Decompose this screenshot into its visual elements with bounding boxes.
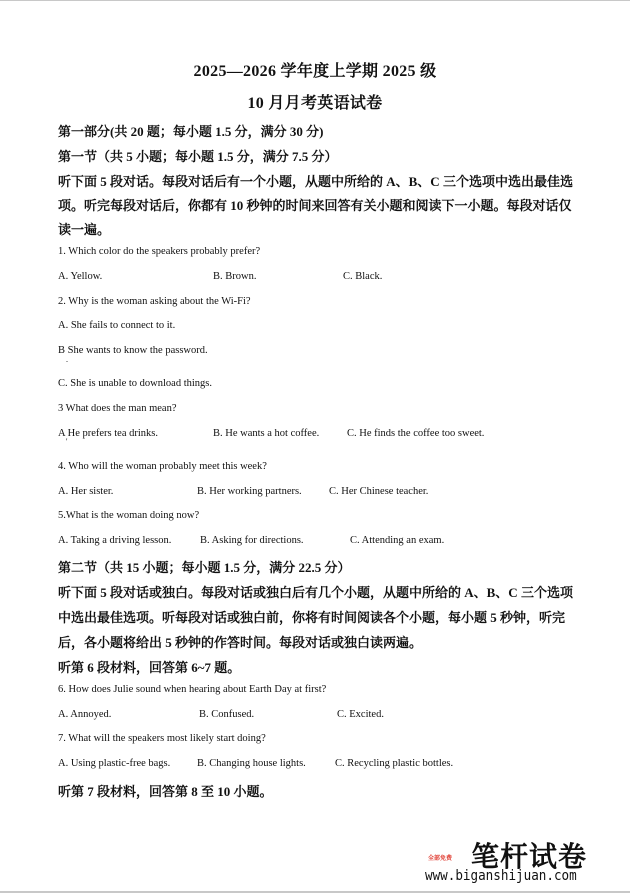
section1-heading: 第一节（共 5 小题；每小题 1.5 分，满分 7.5 分） xyxy=(58,149,338,164)
question-7: 7. What will the speakers most likely start doing? xyxy=(58,733,266,744)
section1-instructions-line2: 项。听完每段对话后，你都有 10 秒钟的时间来回答有关小题和阅读下一小题。每段对话仅 xyxy=(58,198,572,213)
question-4: 4. Who will the woman probably meet this week? xyxy=(58,461,267,472)
q6-option-a: A. Annoyed. xyxy=(58,709,112,720)
watermark-name: 笔杆试卷 xyxy=(471,840,588,873)
q4-option-b: B. Her working partners. xyxy=(197,486,302,497)
material-6-instruction: 听第 6 段材料，回答第 6~7 题。 xyxy=(58,660,241,675)
q1-option-a: A. Yellow. xyxy=(58,271,103,282)
q6-option-c: C. Excited. xyxy=(337,709,384,720)
q1-option-c: C. Black. xyxy=(343,271,383,282)
question-1: 1. Which color do the speakers probably prefer? xyxy=(58,246,261,257)
material-7-instruction: 听第 7 段材料，回答第 8 至 10 小题。 xyxy=(58,784,273,799)
section1-instructions-line1: 听下面 5 段对话。每段对话后有一个小题，从题中所给的 A、B、C 三个选项中选出最佳选 xyxy=(58,174,573,189)
watermark-logo xyxy=(425,835,625,890)
section2-heading: 第二节（共 15 小题；每小题 1.5 分，满分 22.5 分） xyxy=(58,560,351,575)
exam-title-line2: 10 月月考英语试卷 xyxy=(247,95,383,112)
q5-option-c: C. Attending an exam. xyxy=(350,535,445,546)
q3-option-b: B. He wants a hot coffee. xyxy=(213,428,320,439)
question-5: 5.What is the woman doing now? xyxy=(58,510,200,521)
q7-option-b: B. Changing house lights. xyxy=(197,758,306,769)
section2-instructions-line1: 听下面 5 段对话或独白。每段对话或独白后有几个小题，从题中所给的 A、B、C 三个选项 xyxy=(58,585,573,600)
section1-instructions-line3: 读一遍。 xyxy=(58,222,111,237)
section2-instructions-line2: 中选出最佳选项。听每段对话或独白前，你将有时间阅读各个小题，每小题 5 秒钟，听完 xyxy=(58,610,566,625)
q2-option-a: A. She fails to connect to it. xyxy=(58,320,176,331)
q7-option-c: C. Recycling plastic bottles. xyxy=(335,758,454,769)
watermark-free-tag: 全部免费 xyxy=(428,855,453,862)
stray-dot: ' xyxy=(66,437,68,446)
stray-dot: . xyxy=(66,355,68,364)
q1-option-b: B. Brown. xyxy=(213,271,257,282)
q4-option-c: C. Her Chinese teacher. xyxy=(329,486,429,497)
watermark-url: www.biganshijuan.com xyxy=(425,868,577,884)
q3-option-a: A He prefers tea drinks. xyxy=(58,428,159,439)
exam-title-line1: 2025—2026 学年度上学期 2025 级 xyxy=(193,63,437,80)
question-3: 3 What does the man mean? xyxy=(58,403,177,414)
section2-instructions-line3: 后，各小题将给出 5 秒钟的作答时间。每段对话或独白读两遍。 xyxy=(58,635,423,650)
q5-option-b: B. Asking for directions. xyxy=(200,535,304,546)
q5-option-a: A. Taking a driving lesson. xyxy=(58,535,172,546)
q2-option-b: B She wants to know the password. xyxy=(58,345,208,356)
question-6: 6. How does Julie sound when hearing about Earth Day at first? xyxy=(58,684,327,695)
part1-heading: 第一部分(共 20 题；每小题 1.5 分，满分 30 分) xyxy=(58,124,324,139)
q2-option-c: C. She is unable to download things. xyxy=(58,378,212,389)
q6-option-b: B. Confused. xyxy=(199,709,255,720)
top-border xyxy=(0,0,630,1)
question-2: 2. Why is the woman asking about the Wi-Fi? xyxy=(58,296,251,307)
q4-option-a: A. Her sister. xyxy=(58,486,114,497)
q3-option-c: C. He finds the coffee too sweet. xyxy=(347,428,485,439)
q7-option-a: A. Using plastic-free bags. xyxy=(58,758,171,769)
